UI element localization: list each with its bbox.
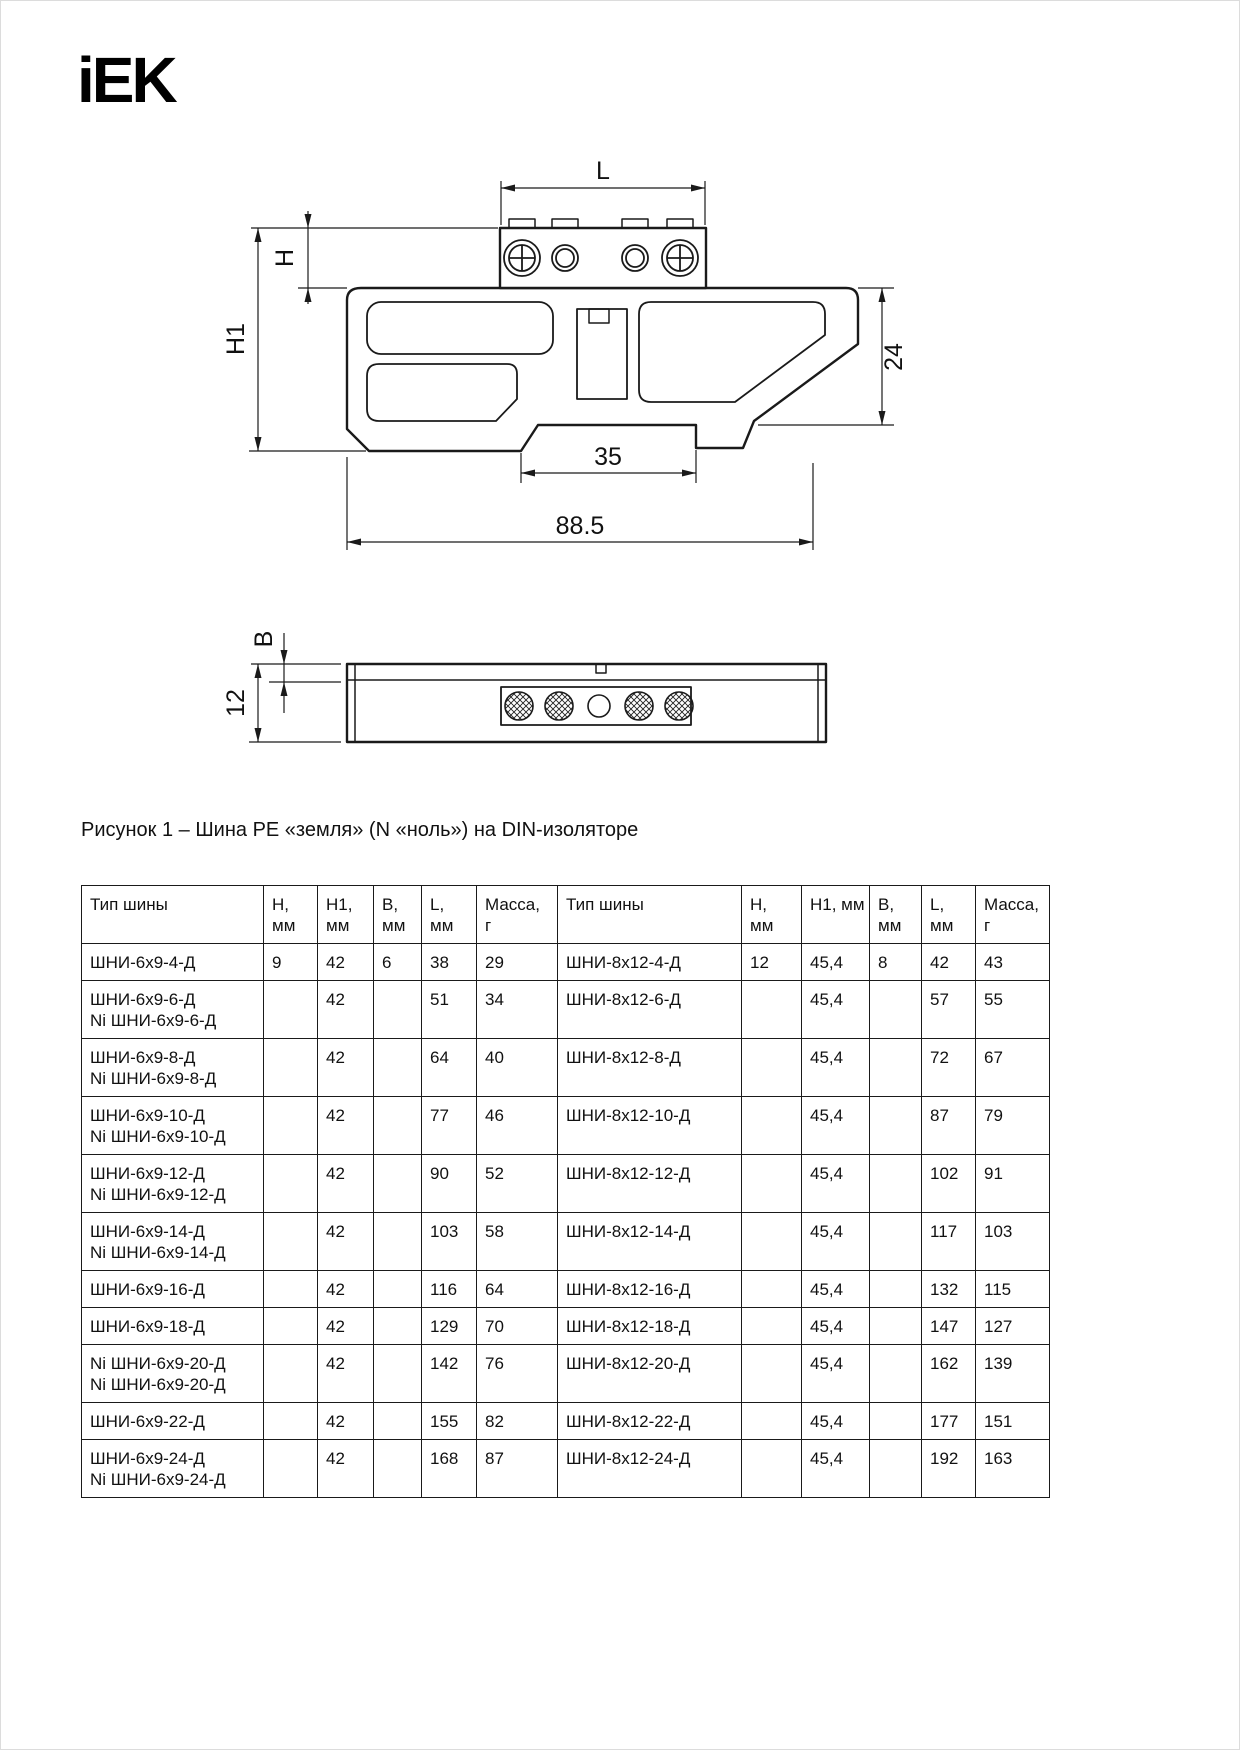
bus-type-cell: ШНИ-8х12-10-Д xyxy=(558,1097,742,1155)
center-mark xyxy=(596,664,606,673)
value-cell: 102 xyxy=(922,1155,976,1213)
bus-type-cell: ШНИ-8х12-22-Д xyxy=(558,1403,742,1440)
value-cell xyxy=(870,1271,922,1308)
value-cell: 42 xyxy=(318,1155,374,1213)
value-cell: 72 xyxy=(922,1039,976,1097)
value-cell xyxy=(374,1308,422,1345)
value-cell: 52 xyxy=(477,1155,558,1213)
lower-left-window xyxy=(367,364,517,421)
column-header: Тип шины xyxy=(82,886,264,944)
bus-type-cell: ШНИ-8х12-18-Д xyxy=(558,1308,742,1345)
value-cell: 42 xyxy=(318,1345,374,1403)
center-hole xyxy=(588,695,610,717)
column-header: Масса, г xyxy=(477,886,558,944)
value-cell xyxy=(742,1155,802,1213)
bus-type-cell: ШНИ-8х12-24-Д xyxy=(558,1440,742,1498)
value-cell: 42 xyxy=(318,1213,374,1271)
value-cell: 116 xyxy=(422,1271,477,1308)
screw-head xyxy=(665,692,693,720)
value-cell xyxy=(742,1345,802,1403)
dim-label-B: B xyxy=(250,630,278,648)
value-cell: 42 xyxy=(318,1403,374,1440)
value-cell xyxy=(870,1308,922,1345)
value-cell: 45,4 xyxy=(802,1345,870,1403)
dim-label-L: L xyxy=(596,157,610,185)
value-cell: 177 xyxy=(922,1403,976,1440)
value-cell xyxy=(870,1345,922,1403)
column-header: H, мм xyxy=(742,886,802,944)
value-cell: 127 xyxy=(976,1308,1050,1345)
table-row xyxy=(82,1039,1050,1097)
value-cell xyxy=(264,1271,318,1308)
value-cell xyxy=(870,1213,922,1271)
bus-type-cell: ШНИ-6х9-18-Д xyxy=(82,1308,264,1345)
value-cell xyxy=(742,1213,802,1271)
value-cell: 87 xyxy=(922,1097,976,1155)
column-header: L, мм xyxy=(422,886,477,944)
value-cell xyxy=(374,1039,422,1097)
bus-type-cell: ШНИ-6х9-6-Д Ni ШНИ-6х9-6-Д xyxy=(82,981,264,1039)
value-cell: 42 xyxy=(318,944,374,981)
right-window xyxy=(639,302,825,402)
bus-type-cell: ШНИ-8х12-12-Д xyxy=(558,1155,742,1213)
column-header: Тип шины xyxy=(558,886,742,944)
bus-type-cell: ШНИ-8х12-6-Д xyxy=(558,981,742,1039)
column-header: B, мм xyxy=(374,886,422,944)
dim-label-88-5: 88.5 xyxy=(555,512,605,540)
value-cell: 115 xyxy=(976,1271,1050,1308)
value-cell xyxy=(742,1440,802,1498)
value-cell xyxy=(264,981,318,1039)
column-header: H1, мм xyxy=(318,886,374,944)
value-cell xyxy=(374,1403,422,1440)
table-row xyxy=(82,1213,1050,1271)
value-cell xyxy=(374,1155,422,1213)
top-view-outline xyxy=(347,664,826,742)
value-cell xyxy=(870,1155,922,1213)
bus-type-cell: ШНИ-8х12-4-Д xyxy=(558,944,742,981)
dim-label-H: H xyxy=(271,248,299,268)
value-cell: 77 xyxy=(422,1097,477,1155)
bus-type-cell: ШНИ-6х9-10-Д Ni ШНИ-6х9-10-Д xyxy=(82,1097,264,1155)
table-row xyxy=(82,1271,1050,1308)
dim-label-35: 35 xyxy=(594,443,622,471)
bus-type-cell: ШНИ-8х12-20-Д xyxy=(558,1345,742,1403)
value-cell: 45,4 xyxy=(802,1271,870,1308)
value-cell: 132 xyxy=(922,1271,976,1308)
value-cell: 163 xyxy=(976,1440,1050,1498)
bus-type-cell: ШНИ-8х12-16-Д xyxy=(558,1271,742,1308)
value-cell: 64 xyxy=(422,1039,477,1097)
column-header: H1, мм xyxy=(802,886,870,944)
value-cell: 90 xyxy=(422,1155,477,1213)
value-cell: 45,4 xyxy=(802,1039,870,1097)
value-cell xyxy=(374,1271,422,1308)
value-cell: 12 xyxy=(742,944,802,981)
value-cell: 29 xyxy=(477,944,558,981)
value-cell xyxy=(870,1403,922,1440)
table-row xyxy=(82,1345,1050,1403)
column-header: H, мм xyxy=(264,886,318,944)
value-cell: 45,4 xyxy=(802,944,870,981)
bus-type-cell: ШНИ-6х9-8-Д Ni ШНИ-6х9-8-Д xyxy=(82,1039,264,1097)
value-cell xyxy=(374,1345,422,1403)
bus-type-cell: Ni ШНИ-6х9-20-Д Ni ШНИ-6х9-20-Д xyxy=(82,1345,264,1403)
table-row xyxy=(82,1440,1050,1498)
value-cell: 42 xyxy=(318,1271,374,1308)
value-cell: 42 xyxy=(318,981,374,1039)
bus-type-cell: ШНИ-6х9-4-Д xyxy=(82,944,264,981)
value-cell: 64 xyxy=(477,1271,558,1308)
value-cell xyxy=(264,1155,318,1213)
column-header: L, мм xyxy=(922,886,976,944)
value-cell: 45,4 xyxy=(802,1155,870,1213)
body-outline xyxy=(347,288,858,451)
value-cell: 38 xyxy=(422,944,477,981)
bus-type-cell: ШНИ-6х9-14-Д Ni ШНИ-6х9-14-Д xyxy=(82,1213,264,1271)
value-cell: 76 xyxy=(477,1345,558,1403)
value-cell: 147 xyxy=(922,1308,976,1345)
value-cell xyxy=(374,1440,422,1498)
value-cell: 45,4 xyxy=(802,1213,870,1271)
value-cell: 45,4 xyxy=(802,1440,870,1498)
column-header: Масса, г xyxy=(976,886,1050,944)
value-cell xyxy=(742,1308,802,1345)
value-cell: 117 xyxy=(922,1213,976,1271)
value-cell: 155 xyxy=(422,1403,477,1440)
figure-1-drawing xyxy=(1,1,1240,821)
value-cell: 67 xyxy=(976,1039,1050,1097)
latch-notch xyxy=(589,309,609,323)
value-cell: 45,4 xyxy=(802,1403,870,1440)
value-cell xyxy=(742,1271,802,1308)
value-cell: 42 xyxy=(318,1308,374,1345)
value-cell xyxy=(374,1213,422,1271)
table-row xyxy=(82,1097,1050,1155)
table-row xyxy=(82,1155,1050,1213)
dim-label-H1: H1 xyxy=(222,323,250,355)
clamp-notches xyxy=(509,219,693,228)
figure-caption: Рисунок 1 – Шина PE «земля» (N «ноль») на DIN-изоляторе xyxy=(81,819,639,841)
value-cell: 42 xyxy=(922,944,976,981)
value-cell: 9 xyxy=(264,944,318,981)
value-cell: 168 xyxy=(422,1440,477,1498)
bus-type-cell: ШНИ-8х12-8-Д xyxy=(558,1039,742,1097)
value-cell: 162 xyxy=(922,1345,976,1403)
table-header-row xyxy=(82,886,1050,944)
spec-table xyxy=(81,885,1050,1498)
value-cell: 142 xyxy=(422,1345,477,1403)
value-cell: 42 xyxy=(318,1440,374,1498)
value-cell xyxy=(264,1097,318,1155)
value-cell xyxy=(742,1039,802,1097)
value-cell xyxy=(870,1440,922,1498)
value-cell: 8 xyxy=(870,944,922,981)
value-cell: 55 xyxy=(976,981,1050,1039)
table-row xyxy=(82,1403,1050,1440)
left-window xyxy=(367,302,553,354)
value-cell: 51 xyxy=(422,981,477,1039)
top-view-edges xyxy=(347,664,826,742)
value-cell: 91 xyxy=(976,1155,1050,1213)
value-cell: 79 xyxy=(976,1097,1050,1155)
table-row xyxy=(82,981,1050,1039)
value-cell: 45,4 xyxy=(802,981,870,1039)
screw-head xyxy=(545,692,573,720)
side-view xyxy=(347,219,858,451)
value-cell: 139 xyxy=(976,1345,1050,1403)
table-row xyxy=(82,944,1050,981)
value-cell: 70 xyxy=(477,1308,558,1345)
value-cell: 40 xyxy=(477,1039,558,1097)
value-cell xyxy=(742,1403,802,1440)
bus-type-cell: ШНИ-6х9-22-Д xyxy=(82,1403,264,1440)
value-cell xyxy=(264,1440,318,1498)
value-cell xyxy=(870,1097,922,1155)
value-cell: 6 xyxy=(374,944,422,981)
bus-type-cell: ШНИ-8х12-14-Д xyxy=(558,1213,742,1271)
iek-logo: iEK xyxy=(77,44,175,116)
value-cell xyxy=(742,981,802,1039)
dim-label-24: 24 xyxy=(880,343,908,371)
value-cell xyxy=(264,1403,318,1440)
value-cell: 42 xyxy=(318,1097,374,1155)
screw-head xyxy=(625,692,653,720)
bus-type-cell: ШНИ-6х9-12-Д Ni ШНИ-6х9-12-Д xyxy=(82,1155,264,1213)
value-cell: 192 xyxy=(922,1440,976,1498)
value-cell: 151 xyxy=(976,1403,1050,1440)
value-cell xyxy=(264,1213,318,1271)
value-cell: 43 xyxy=(976,944,1050,981)
value-cell: 45,4 xyxy=(802,1308,870,1345)
value-cell xyxy=(742,1097,802,1155)
value-cell: 129 xyxy=(422,1308,477,1345)
column-header: B, мм xyxy=(870,886,922,944)
value-cell xyxy=(374,1097,422,1155)
value-cell xyxy=(264,1039,318,1097)
value-cell xyxy=(870,981,922,1039)
value-cell: 103 xyxy=(422,1213,477,1271)
bus-type-cell: ШНИ-6х9-16-Д xyxy=(82,1271,264,1308)
value-cell xyxy=(264,1308,318,1345)
table-body xyxy=(82,944,1050,1498)
value-cell: 34 xyxy=(477,981,558,1039)
dim-label-12: 12 xyxy=(222,689,250,717)
value-cell: 58 xyxy=(477,1213,558,1271)
screw-head xyxy=(505,692,533,720)
value-cell: 103 xyxy=(976,1213,1050,1271)
value-cell: 46 xyxy=(477,1097,558,1155)
top-view xyxy=(347,664,826,742)
value-cell: 42 xyxy=(318,1039,374,1097)
value-cell: 87 xyxy=(477,1440,558,1498)
value-cell xyxy=(264,1345,318,1403)
value-cell: 57 xyxy=(922,981,976,1039)
value-cell: 45,4 xyxy=(802,1097,870,1155)
value-cell: 82 xyxy=(477,1403,558,1440)
table-row xyxy=(82,1308,1050,1345)
bus-type-cell: ШНИ-6х9-24-Д Ni ШНИ-6х9-24-Д xyxy=(82,1440,264,1498)
value-cell xyxy=(870,1039,922,1097)
value-cell xyxy=(374,981,422,1039)
